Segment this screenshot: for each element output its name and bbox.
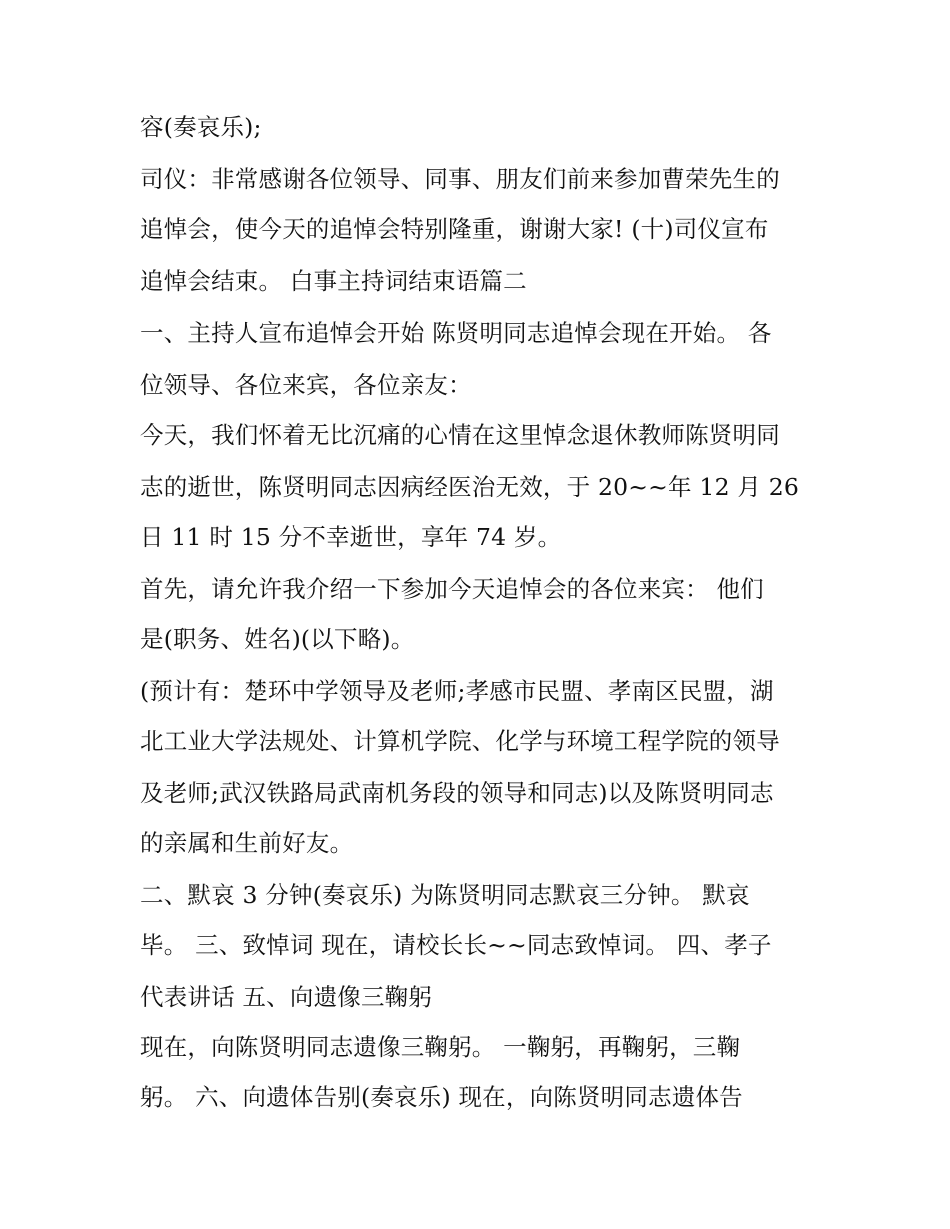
text-line: 日 11 时 15 分不幸逝世，享年 74 岁。	[140, 523, 562, 551]
text-line: 现在，向陈贤明同志遗像三鞠躬。 一鞠躬，再鞠躬，三鞠	[140, 1033, 741, 1061]
text-line: 及老师;武汉铁路局武南机务段的领导和同志)以及陈贤明同志	[140, 779, 774, 807]
text-line: 容(奏哀乐);	[140, 113, 262, 141]
text-line: 追悼会结束。 白事主持词结束语篇二	[140, 267, 527, 295]
text-line: 是(职务、姓名)(以下略)。	[140, 625, 415, 653]
text-line: (预计有：楚环中学领导及老师;孝感市民盟、孝南区民盟，湖	[140, 677, 774, 705]
text-line: 司仪：非常感谢各位领导、同事、朋友们前来参加曹荣先生的	[140, 165, 780, 193]
text-line: 追悼会，使今天的追悼会特别隆重，谢谢大家! (十)司仪宣布	[140, 215, 769, 243]
text-line: 二、默哀 3 分钟(奏哀乐) 为陈贤明同志默哀三分钟。 默哀	[140, 881, 750, 909]
text-line: 志的逝世，陈贤明同志因病经医治无效，于 20~~年 12 月 26	[140, 473, 800, 501]
text-line: 代表讲话 五、向遗像三鞠躬	[140, 983, 433, 1011]
text-line: 首先，请允许我介绍一下参加今天追悼会的各位来宾： 他们	[140, 575, 764, 603]
text-line: 今天，我们怀着无比沉痛的心情在这里悼念退休教师陈贤明同	[140, 421, 780, 449]
text-line: 一、主持人宣布追悼会开始 陈贤明同志追悼会现在开始。 各	[140, 319, 772, 347]
text-line: 的亲属和生前好友。	[140, 829, 354, 857]
text-line: 躬。 六、向遗体告别(奏哀乐) 现在，向陈贤明同志遗体告	[140, 1083, 743, 1111]
text-line: 位领导、各位来宾，各位亲友：	[140, 371, 472, 399]
text-line: 北工业大学法规处、计算机学院、化学与环境工程学院的领导	[140, 727, 780, 755]
text-line: 毕。 三、致悼词 现在，请校长长~~同志致悼词。 四、孝子	[140, 931, 772, 959]
